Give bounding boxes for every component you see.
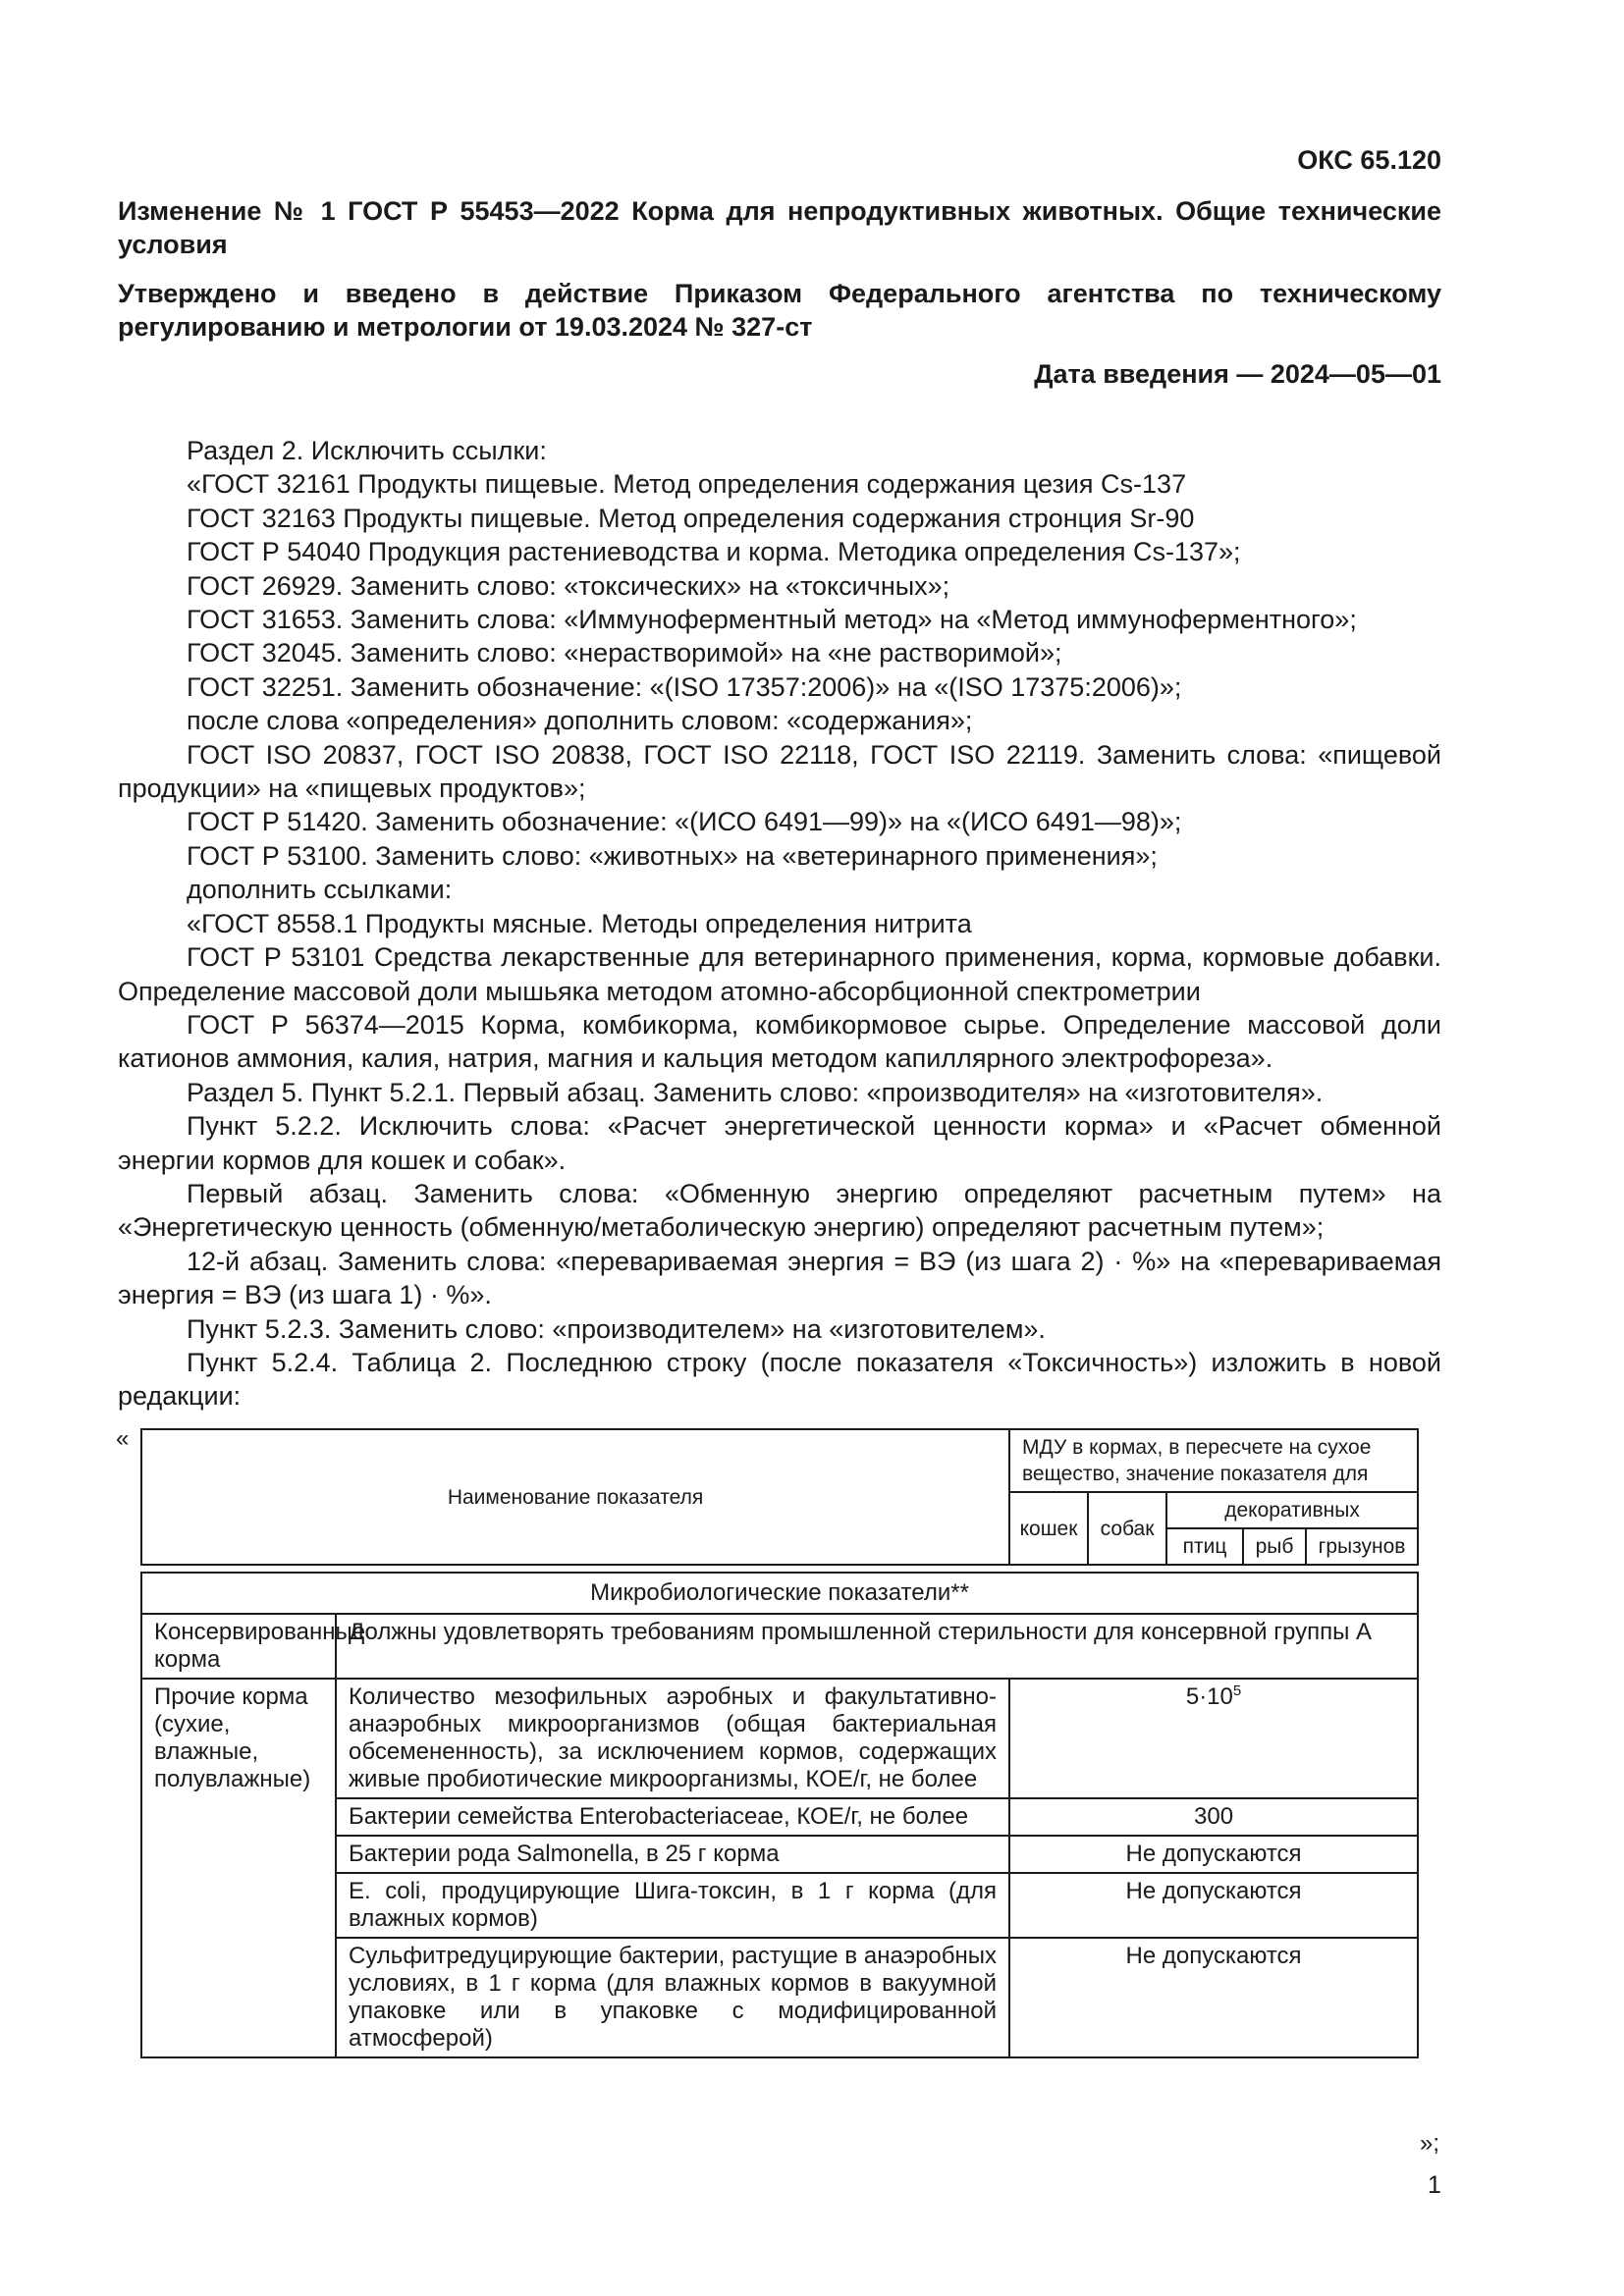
indicator-name: Бактерии семейства Enterobacteriaceae, КОЕ/г, не более: [336, 1798, 1009, 1836]
indicator-value: Не допускаются: [1009, 1836, 1418, 1873]
header-mdu: МДУ в кормах, в пересчете на сухое вещество, значение показателя для: [1009, 1429, 1418, 1492]
indicator-value: 300: [1009, 1798, 1418, 1836]
indicator-value: Не допускаются: [1009, 1873, 1418, 1938]
header-rodents: грызунов: [1306, 1528, 1418, 1565]
indicator-value: Не допускаются: [1009, 1938, 1418, 2057]
paragraph: Первый абзац. Заменить слова: «Обменную энергию определяют расчетным путем» на «Энергетическую ценность (обменную/метаболическую энергию) определяют расчетным путем»;: [118, 1178, 1441, 1243]
paragraph: 12-й абзац. Заменить слова: «перевариваемая энергия = ВЭ (из шага 2) · %» на «перевариваемая энергия = ВЭ (из шага 1) · %».: [118, 1246, 1441, 1310]
microbiology-table: [140, 1428, 1419, 2058]
header-indicator-name: Наименование показателя: [141, 1429, 1009, 1565]
canned-feed-label: Консервированные корма: [141, 1614, 336, 1679]
header-decorative: декоративных: [1166, 1492, 1418, 1528]
page-number: 1: [1428, 2171, 1441, 2199]
paragraph: Раздел 5. Пункт 5.2.1. Первый абзац. Заменить слово: «производителя» на «изготовителя».: [187, 1077, 1324, 1107]
header-birds: птиц: [1166, 1528, 1243, 1565]
paragraph: ГОСТ 26929. Заменить слово: «токсических» на «токсичных»;: [187, 570, 950, 601]
indicator-name: E. coli, продуцирующие Шига-токсин, в 1 г корма (для влажных кормов): [336, 1873, 1009, 1938]
amendment-body: [118, 434, 1441, 1414]
paragraph: «ГОСТ 32161 Продукты пищевые. Метод определения содержания цезия Cs-137: [187, 469, 1187, 500]
value-base: 5·10: [1185, 1683, 1233, 1710]
header-separator: [141, 1565, 1418, 1573]
paragraph: ГОСТ Р 53100. Заменить слово: «животных» на «ветеринарного применения»;: [187, 840, 1158, 871]
header-cats: кошек: [1009, 1492, 1088, 1565]
paragraph: Пункт 5.2.4. Таблица 2. Последнюю строку (после показателя «Токсичность») изложить в новой редакции:: [118, 1347, 1441, 1412]
paragraph: Пункт 5.2.3. Заменить слово: «производителем» на «изготовителем».: [187, 1313, 1046, 1344]
other-feed-label: Прочие корма (сухие, влажные, полувлажные): [141, 1679, 336, 2057]
header-dogs: собак: [1088, 1492, 1166, 1565]
header-fish: рыб: [1243, 1528, 1306, 1565]
amendment-title: Изменение № 1 ГОСТ Р 55453—2022 Корма для непродуктивных животных. Общие технические условия: [118, 196, 1441, 259]
effective-date: Дата введения — 2024—05—01: [1034, 359, 1441, 389]
paragraph: ГОСТ Р 56374—2015 Корма, комбикорма, комбикормовое сырье. Определение массовой доли катионов аммония, калия, натрия, магния и кальция методом капиллярного электрофореза».: [118, 1009, 1441, 1074]
paragraph: ГОСТ ISO 20837, ГОСТ ISO 20838, ГОСТ ISO 22118, ГОСТ ISO 22119. Заменить слова: «пищевой продукции» на «пищевых продуктов»;: [118, 739, 1441, 804]
paragraph: «ГОСТ 8558.1 Продукты мясные. Методы определения нитрита: [187, 908, 972, 938]
canned-feed-requirement: Должны удовлетворять требованиям промышленной стерильности для консервной группы А: [336, 1614, 1418, 1679]
paragraph: ГОСТ 31653. Заменить слова: «Иммуноферментный метод» на «Метод иммуноферментного»;: [187, 605, 1357, 635]
paragraph: Пункт 5.2.2. Исключить слова: «Расчет энергетической ценности корма» и «Расчет обменной энергии кормов для кошек и собак».: [118, 1111, 1441, 1175]
paragraph: ГОСТ Р 53101 Средства лекарственные для ветеринарного применения, корма, кормовые добавки. Определение массовой доли мышьяка методом атомно-абсорбционной спектрометрии: [118, 942, 1441, 1006]
indicator-name: Бактерии рода Salmonella, в 25 г корма: [336, 1836, 1009, 1873]
approval-statement: Утверждено и введено в действие Приказом Федерального агентства по техническому регулированию и метрологии от 19.03.2024 № 327-ст: [118, 279, 1441, 342]
paragraph: ГОСТ Р 51420. Заменить обозначение: «(ИСО 6491—99)» на «(ИСО 6491—98)»;: [187, 807, 1182, 837]
paragraph: дополнить ссылками:: [187, 875, 453, 905]
paragraph: Раздел 2. Исключить ссылки:: [187, 436, 547, 465]
indicator-name: Количество мезофильных аэробных и факультативно-анаэробных микроорганизмов (общая бактериальная обсемененность), за исключением кормов, содержащих живые пробиотические микроорганизмы, КОЕ/г, не более: [336, 1679, 1009, 1798]
paragraph: ГОСТ 32045. Заменить слово: «нерастворимой» на «не растворимой»;: [187, 638, 1062, 668]
paragraph: ГОСТ 32163 Продукты пищевые. Метод определения содержания стронция Sr-90: [187, 503, 1195, 533]
paragraph: после слова «определения» дополнить словом: «содержания»;: [187, 706, 973, 736]
indicator-value: [1009, 1679, 1418, 1798]
oks-code: ОКС 65.120: [1297, 145, 1441, 175]
section-microbiology: Микробиологические показатели**: [141, 1573, 1418, 1614]
paragraph: ГОСТ 32251. Заменить обозначение: «(ISO 17357:2006)» на «(ISO 17375:2006)»;: [187, 671, 1182, 702]
value-exponent: 5: [1232, 1682, 1242, 1699]
paragraph: ГОСТ Р 54040 Продукция растениеводства и корма. Методика определения Cs-137»;: [187, 537, 1241, 567]
indicator-name: Сульфитредуцирующие бактерии, растущие в анаэробных условиях, в 1 г корма (для влажных кормов в вакуумной упаковке или в упаковке с модифицированной атмосферой): [336, 1938, 1009, 2057]
table-close-quote: »;: [1420, 2130, 1440, 2157]
table-open-quote: «: [116, 1425, 130, 1452]
